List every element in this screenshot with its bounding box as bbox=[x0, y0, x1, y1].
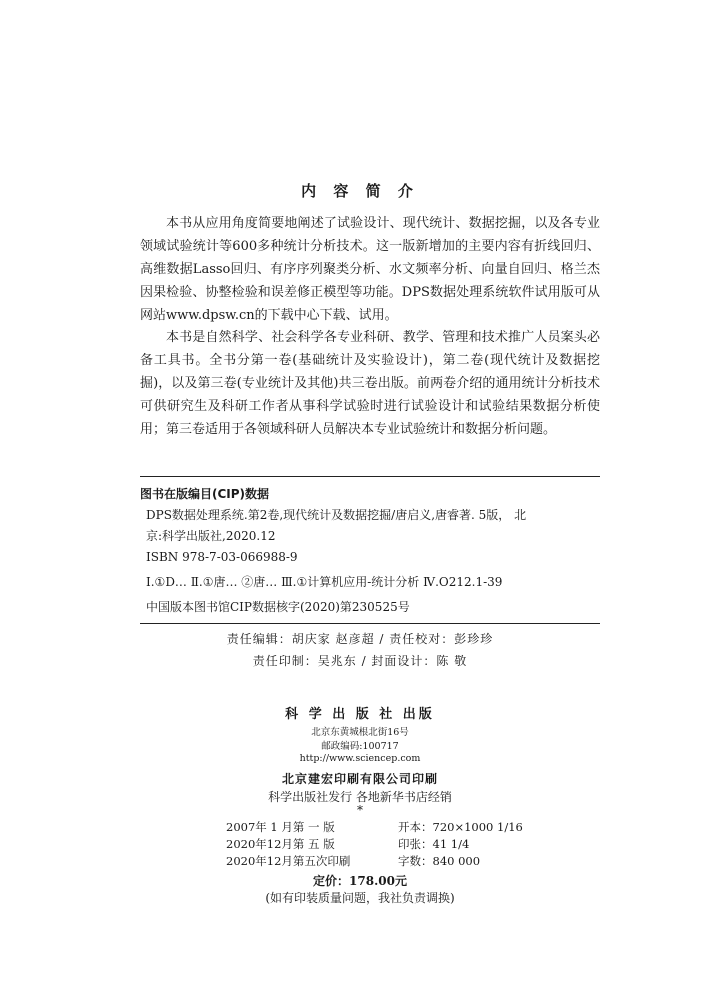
publisher-address: 北京东黄城根北街16号 bbox=[311, 727, 409, 738]
edition-row bbox=[226, 836, 469, 852]
edition-date: 2020年12月第五次印刷 bbox=[226, 854, 351, 868]
distribution-line: 科学出版社发行 各地新华书店经销 bbox=[268, 790, 452, 804]
edition-date: 2020年12月第 五 版 bbox=[226, 837, 335, 851]
edition-spec: 字数：840 000 bbox=[398, 854, 481, 868]
publisher-postcode: 邮政编码:100717 bbox=[321, 741, 399, 752]
cip-isbn: ISBN 978-7-03-066988-9 bbox=[146, 550, 298, 564]
cip-classification: Ⅰ.①D… Ⅱ.①唐… ②唐… Ⅲ.①计算机应用-统计分析 Ⅳ.O212.1-39 bbox=[146, 575, 503, 589]
cip-top-rule bbox=[140, 476, 600, 477]
edition-row bbox=[226, 819, 523, 835]
publisher-website: http://www.sciencep.com bbox=[299, 753, 421, 764]
cip-heading: 图书在版编目(CIP)数据 bbox=[140, 487, 270, 501]
summary-heading: 内 容 简 介 bbox=[301, 182, 419, 200]
cip-bottom-rule bbox=[140, 623, 600, 624]
edition-spec: 印张：41 1/4 bbox=[398, 837, 470, 851]
cip-block bbox=[140, 484, 600, 618]
credits-line-1: 责任编辑：胡庆家 赵彦超 / 责任校对：彭珍珍 bbox=[226, 632, 494, 646]
quality-note: (如有印装质量问题，我社负责调换) bbox=[265, 891, 455, 905]
cip-line-1: DPS数据处理系统.第2卷,现代统计及数据挖掘/唐启义,唐睿著. 5版， 北 bbox=[146, 508, 527, 522]
edition-spec: 开本：720×1000 1/16 bbox=[398, 820, 523, 834]
separator-star: * bbox=[357, 803, 363, 817]
edition-row bbox=[226, 853, 480, 869]
edition-date: 2007年 1 月第 一 版 bbox=[226, 820, 335, 834]
summary-paragraph-1 bbox=[140, 212, 600, 327]
cip-number: 中国版本图书馆CIP数据核字(2020)第230525号 bbox=[146, 600, 410, 614]
printer-name: 北京建宏印刷有限公司印刷 bbox=[281, 772, 438, 786]
summary-paragraph-2 bbox=[140, 326, 600, 441]
price: 定价：178.00元 bbox=[313, 874, 407, 888]
summary-paragraph-2-text: 本书是自然科学、社会科学各专业科研、教学、管理和技术推广人员案头必备工具书。全书分第一卷(基础统计及实验设计)，第二卷(现代统计及数据挖掘)，以及第三卷(专业统计及其他)共三卷出版。前两卷介绍的通用统计分析技术可供研究生及科研工作者从事科学试验时进行试验设计和试验结果数据分析使用；第三卷适用于各领域科研人员解决本专业试验统计和数据分析问题。 bbox=[140, 330, 600, 437]
summary-paragraph-1-text: 本书从应用角度简要地阐述了试验设计、现代统计、数据挖掘，以及各专业领域试验统计等600多种统计分析技术。这一版新增加的主要内容有折线回归、高维数据Lasso回归、有序序列聚类分析、水文频率分析、向量自回归、格兰杰因果检验、协整检验和误差修正模型等功能。DPS数据处理系统软件试用版可从网站www.dpsw.cn的下载中心下载、试用。 bbox=[140, 216, 600, 323]
cip-line-2: 京:科学出版社,2020.12 bbox=[146, 529, 276, 543]
credits-line-2: 责任印制：吴兆东 / 封面设计：陈 敬 bbox=[252, 654, 468, 668]
publisher-name: 科 学 出 版 社 出版 bbox=[285, 707, 435, 722]
